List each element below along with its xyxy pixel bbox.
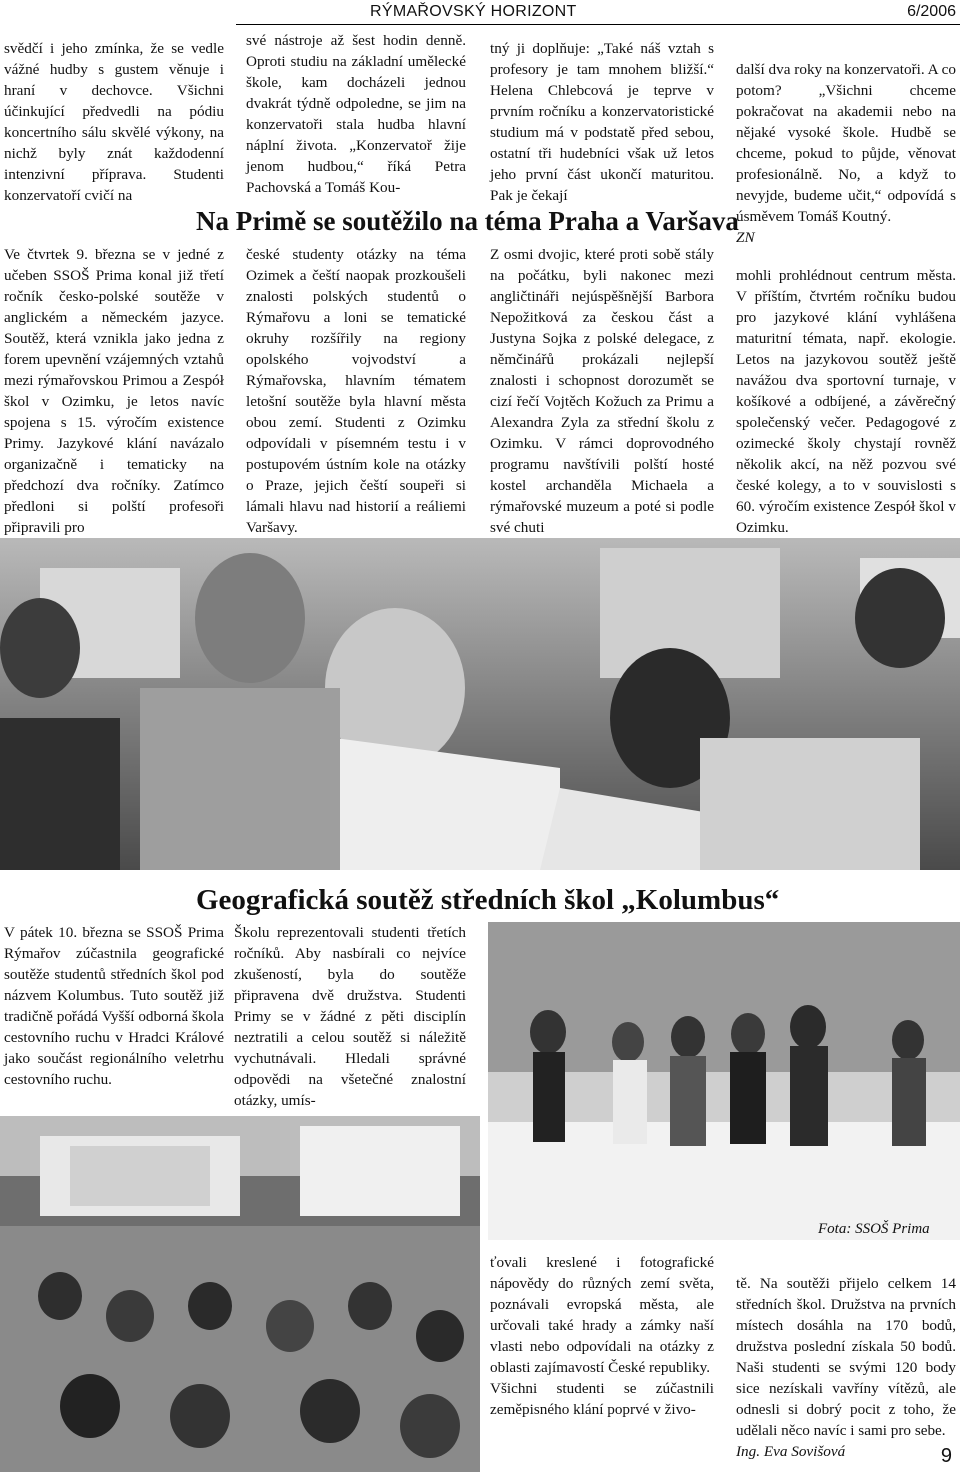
article2-col3: ťovali kreslené i fotografické nápovědy do různých zemí světa, poznávali evropská města, ale určovali také hrady a zámky naší vlasti nebo odpovídali na otázky z oblasti zajímavostí České republiky. Všichni studenti se zúčastnili zeměpisného klání poprvé v živo- bbox=[490, 1254, 714, 1418]
article2-col4 bbox=[736, 1252, 956, 1462]
top-article-col3: tný ji doplňuje: „Také náš vztah s profesory je tam mnohem bližší.“ Helena Chlebcová je teprve v prvním ročníku a konzervatoristické studium má v podstatě před sebou, ostatní tři hudebníci však už letos jeho první část ukončí maturitou. Pak je čekají bbox=[490, 40, 714, 204]
article1-col1: Ve čtvrtek 9. března se v jedné z učeben SSOŠ Prima konal již třetí ročník česko-polské soutěže v anglickém a německém jazyce. Soutěž, která vznikla jako jedna z forem upevnění vzájemných vztahů mezi rýmařovskou Primou a Zespół škol v Ozimku, je letos navíc spojena s 15. výročím existence Primy. Jazykové klání navázalo organizačně i tematicky na předchozí dva ročníky. Zatímco předloni si polští profesoři připravili pro bbox=[4, 246, 224, 536]
page-header bbox=[236, 0, 960, 25]
article1-col2: české studenty otázky na téma Ozimek a čeští naopak prozkoušeli znalosti polských studentů o Rýmařovu a loni se tematické okruhy rozšířily na regiony opolského vojvodství a Rýmařovska, hlavním tématem letošní soutěže byla hlavní města obou zemí. Studenti z Ozimku odpovídali v písemném testu i v postupovém ústním kole na otázky o Praze, jejich čeští soupeři si lámali hlavu nad historií a reáliemi Varšavy. bbox=[246, 246, 466, 536]
photo-students-competition bbox=[0, 538, 960, 870]
article2-col2: Školu reprezentovali studenti třetích ročníků. Aby nasbírali co nejvíce zkušeností, byla do soutěže připravena dvě družstva. Studenti Primy se v žádné z pěti disciplín neztratili a celou soutěž si náležitě vychutnávali. Hledali správné odpovědi na všetečné znalostní otázky, umís- bbox=[234, 924, 466, 1109]
photo-credit: Fota: SSOŠ Prima bbox=[818, 1221, 930, 1237]
photo-group-outdoors-image bbox=[488, 922, 960, 1240]
article1-col3: Z osmi dvojic, které proti sobě stály na počátku, byli nakonec mezi angličtináři nejúspěšnější Barbora Nepožitková za českou část a Justyna Sojka z polské delegace, z němčinářů prokázali nejlepší znalosti i schopnost dorozumět se cizí řečí Vojtěch Kožuch za Primu a Alexandra Zyla za střední školu z Ozimku. V rámci doprovodného programu navštívili polští hosté kostel archanděla Michaela a rýmařovské muzeum a poté si podle své chuti bbox=[490, 246, 714, 536]
top-article-signature: ZN bbox=[736, 229, 755, 246]
issue-number: 6/2006 bbox=[907, 3, 956, 20]
article2-signature: Ing. Eva Sovišová bbox=[736, 1443, 846, 1460]
article1-headline: Na Primě se soutěžilo na téma Praha a Varšava bbox=[196, 206, 739, 236]
top-article-col4-text: další dva roky na konzervatoři. A co potom? „Všichni chceme pokračovat na akademii nebo na nějaké vysoké škole. Hudbě se chceme, pokud to půjde, věnovat profesionálně. No, a když to nevyjde, budeme učit,“ odpovídá s úsměvem Tomáš Koutný. bbox=[736, 61, 956, 225]
magazine-title: RÝMAŘOVSKÝ HORIZONT bbox=[370, 3, 577, 20]
photo-lecture-hall-image bbox=[0, 1116, 480, 1472]
article2-col1: V pátek 10. března se SSOŠ Prima Rýmařov zúčastnila geografické soutěže studentů středních škol pod názvem Kolumbus. Tuto soutěž již tradičně pořádá Vyšší odborná škola cestovního ruchu v Hradci Králové jako součást regionálního veletrhu cestovního ruchu. bbox=[4, 924, 224, 1088]
photo-lecture-hall bbox=[0, 1116, 480, 1472]
article2-col4-text: tě. Na soutěži přijelo celkem 14 středních škol. Družstva na prvních místech dosáhla na 170 bodů, družstva poslední získala 50 bodů. Naši studenti se svými 120 body sice nezískali vavříny vítězů, ale odnesli si dobrý pocit z toho, že udělali něco navíc i sami pro sebe. bbox=[736, 1275, 956, 1439]
article1-col4 bbox=[736, 244, 956, 559]
top-article-col2: své nástroje až šest hodin denně. Oproti studiu na základní umělecké škole, kam docházeli jednou dvakrát týdně odpoledne, se jim na konzervatoři stala hudba hlavní náplní života. „Konzervatoř žije jenom hudbou,“ říká Petra Pachovská a Tomáš Kou- bbox=[246, 32, 466, 196]
top-article-col4 bbox=[736, 38, 956, 248]
article1-col4-text: mohli prohlédnout centrum města. V příštím, čtvrtém ročníku budou pro jazykové klání vyhlášena maturitní témata, např. ekologie. Letos na jazykovou soutěž ještě navážou dva sportovní turnaje, v košíkové a odbíjené, a závěrečný společenský večer. Pedagogové z ozimecké školy chystají rovněž několik akcí, na něž pozvou své české kolegy, a to v souvislosti s 60. výročím existence Zespół škol v Ozimku. bbox=[736, 267, 956, 536]
page-number: 9 bbox=[940, 1445, 952, 1467]
photo-students-competition-image bbox=[0, 538, 960, 870]
article2-headline: Geografická soutěž středních škol „Kolumbus“ bbox=[196, 884, 780, 916]
top-article-col1: svědčí i jeho zmínka, že se vedle vážné hudby s gustem věnuje i hraní v dechovce. Všichni účinkující předvedli na pódiu koncertního sálu skvělé výkony, na nichž byly znát každodenní intenzivní příprava. Studenti konzervatoří cvičí na bbox=[4, 40, 224, 204]
photo-group-outdoors bbox=[488, 922, 960, 1240]
